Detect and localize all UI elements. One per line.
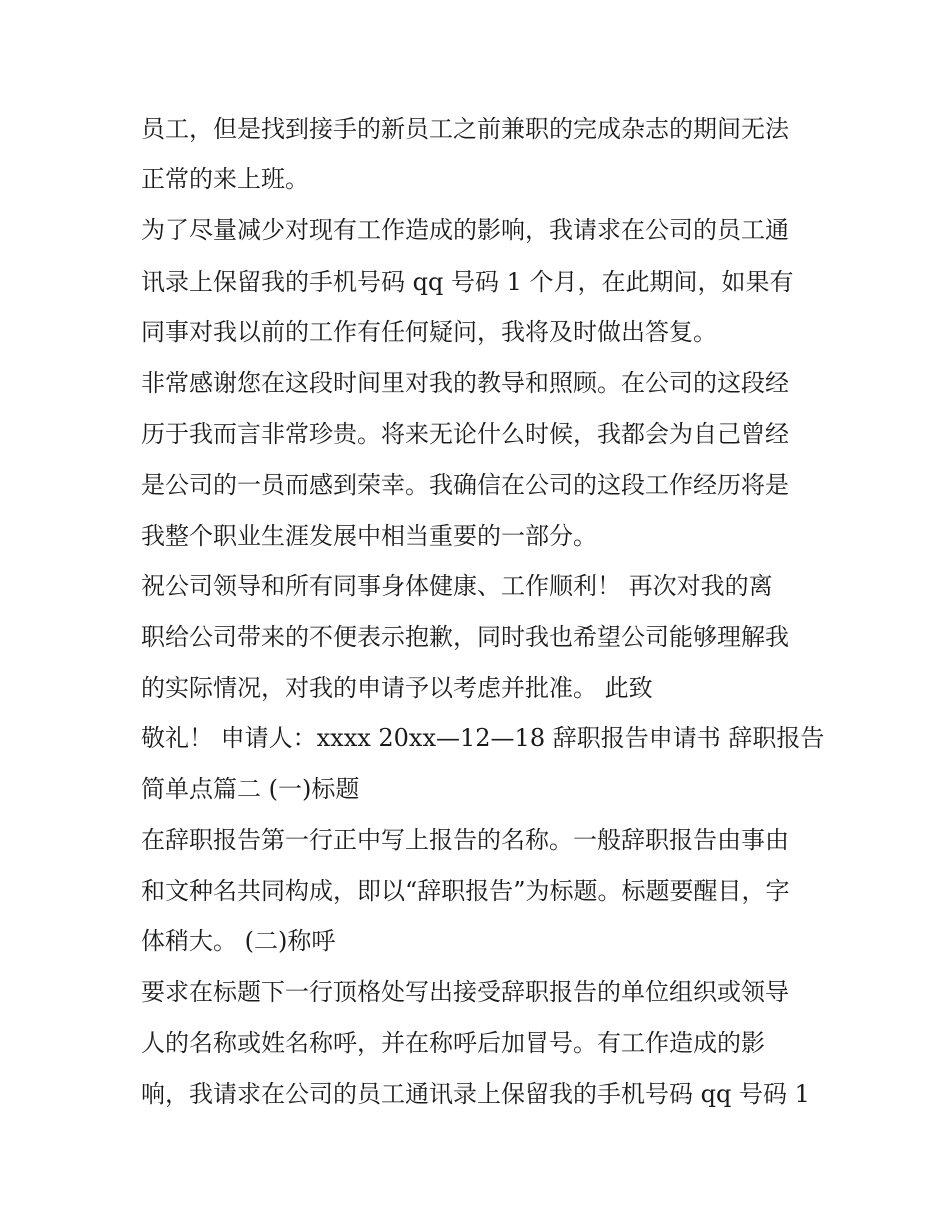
text-line: 讯录上保留我的手机号码 qq 号码 1 个月，在此期间，如果有 xyxy=(141,268,794,296)
text-line: 要求在标题下一行顶格处写出接受辞职报告的单位组织或领导 xyxy=(141,978,789,1006)
text-line: 和文种名共同构成，即以“辞职报告”为标题。标题要醒目，字 xyxy=(141,877,790,905)
text-line: 同事对我以前的工作有任何疑问，我将及时做出答复。 xyxy=(141,318,717,346)
text-line: 的实际情况，对我的申请予以考虑并批准。 此致 xyxy=(141,674,653,702)
text-line: 祝公司领导和所有同事身体健康、工作顺利！ 再次对我的离 xyxy=(141,572,773,600)
text-line: 正常的来上班。 xyxy=(141,165,309,193)
text-line: 职给公司带来的不便表示抱歉，同时我也希望公司能够理解我 xyxy=(141,623,789,651)
text-line: 敬礼！ 申请人：xxxx 20xx—12—18 辞职报告申请书 辞职报告 xyxy=(141,724,825,752)
text-line: 体稍大。 (二)称呼 xyxy=(141,927,336,955)
text-line: 为了尽量减少对现有工作造成的影响，我请求在公司的员工通 xyxy=(141,216,789,244)
text-line: 简单点篇二 (一)标题 xyxy=(141,775,360,803)
text-line: 历于我而言非常珍贵。将来无论什么时候，我都会为自己曾经 xyxy=(141,420,789,448)
text-line: 是公司的一员而感到荣幸。我确信在公司的这段工作经历将是 xyxy=(141,471,789,499)
text-line: 人的名称或姓名称呼，并在称呼后加冒号。有工作造成的影 xyxy=(141,1029,765,1057)
text-line: 我整个职业生涯发展中相当重要的一部分。 xyxy=(141,522,597,550)
text-line: 响，我请求在公司的员工通讯录上保留我的手机号码 qq 号码 1 xyxy=(141,1080,810,1108)
text-line: 在辞职报告第一行正中写上报告的名称。一般辞职报告由事由 xyxy=(141,826,789,854)
text-line: 非常感谢您在这段时间里对我的教导和照顾。在公司的这段经 xyxy=(141,369,789,397)
text-line: 员工，但是找到接手的新员工之前兼职的完成杂志的期间无法 xyxy=(141,115,789,143)
